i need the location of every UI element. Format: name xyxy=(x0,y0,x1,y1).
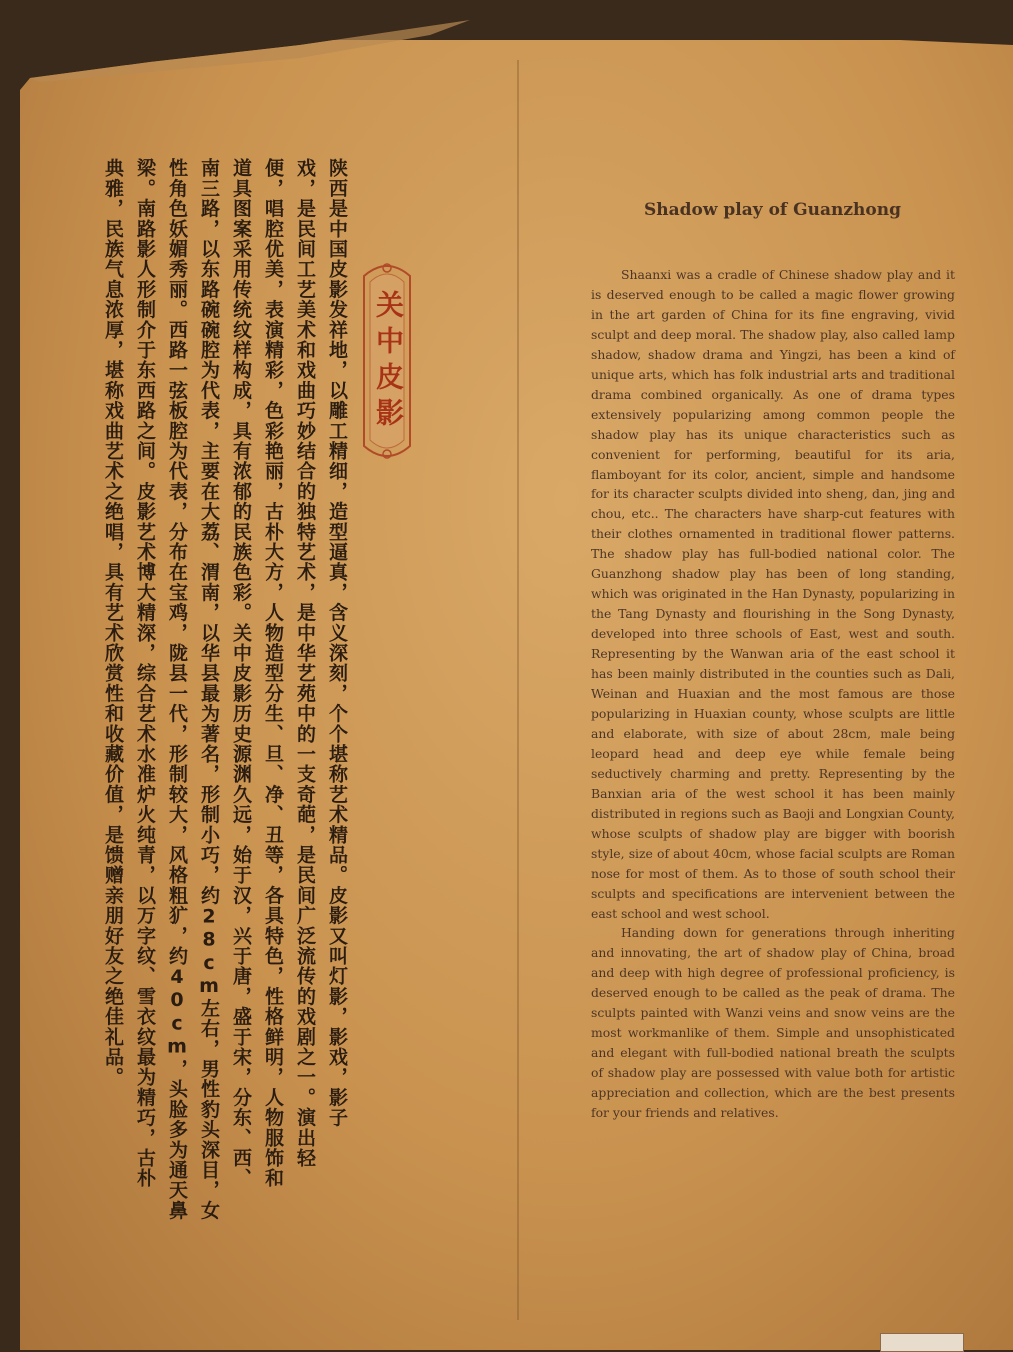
torn-top-edge xyxy=(0,0,1013,90)
english-paragraph-2: Handing down for generations through inheriting and innovating, the art of shadow play of China, broad and deep with high degree of professional proficiency, is deserved enough to be called as the peak of drama. The sculpts painted with Wanzi veins and snow veins are the most workmanlike of them. Simple and unsophisticated and elegant with full-bodied national breath the sculpts of shadow play are possessed with value both for artistic appreciation and collection, which are the best presents for your friends and relatives. xyxy=(591,925,955,1121)
english-paragraph-1: Shaanxi was a cradle of Chinese shadow play and it is deserved enough to be called a magic flower growing in the art garden of China for its fine engraving, vivid sculpt and deep moral. The shadow play, also called lamp shadow, shadow drama and Yingzi, has been a kind of unique arts, which has folk industrial arts and traditional drama combined organically. As one of drama types extensively popularizing among common people the shadow play has its unique characteristics such as convenient for performing, beautiful for its aria, flamboyant for its color, ancient, simple and handsome for its character sculpts divided into sheng, dan, jing and chou, etc.. The characters have sharp-cut features with their clothes ornamented in traditional flower patterns. The shadow play has full-bodied national color. The Guanzhong shadow play has been of long standing, which was originated in the Han Dynasty, popularizing in the Tang Dynasty and flourishing in the Song Dynasty, developed into three schools of East, west and south. Representing by the Wanwan aria of the east school it has been mainly distributed in the counties such as Dali, Weinan and Huaxian and the most famous are those popularizing in Huaxian county, whose sculpts are little and elaborate, with size of about 28cm, male being leopard head and deep eye while female being seductively charming and pretty. Representing by the Banxian aria of the west school it has been mainly distributed in regions such as Baoji and Longxian County, whose sculpts of shadow play are bigger with boorish style, size of about 40cm, whose facial sculpts are Roman nose for most of them. As to those of south school their sculpts and specifications are intervenient between the east school and west school. xyxy=(591,267,955,921)
english-title: Shadow play of Guanzhong xyxy=(643,200,901,220)
chinese-column-8: 典雅，民族气息浓厚，堪称戏曲艺术之绝唱，具有艺术欣赏性和收藏价值，是馈赠亲朋好友之绝佳礼品。 xyxy=(102,158,124,1088)
chinese-title: 关中皮影 xyxy=(372,290,405,434)
chinese-column-4: 道具图案采用传统纹样构成，具有浓郁的民族色彩。关中皮影历史源渊久远，始于汉，兴于唐，盛于宋，分东、西、 xyxy=(230,158,252,1189)
corner-label-tag xyxy=(880,1333,964,1352)
chinese-column-7: 梁。南路影人形制介于东西路之间。皮影艺术博大精深，综合艺术水准炉火纯青，以万字纹、雪衣纹最为精巧，古朴 xyxy=(134,158,156,1189)
chinese-column-2: 戏，是民间工艺美术和戏曲巧妙结合的独特艺术，是中华艺苑中的一支奇葩，是民间广泛流传的戏剧之一。演出轻 xyxy=(294,158,316,1168)
chinese-column-5: 南三路，以东路碗碗腔为代表，主要在大荔、渭南，以华县最为著名，形制小巧，约28cm左右，男性豹头深目，女 xyxy=(198,158,220,1221)
chinese-column-3: 便，唱腔优美，表演精彩，色彩艳丽，古朴大方，人物造型分生、旦、净、丑等，各具特色，性格鲜明，人物服饰和 xyxy=(262,158,284,1189)
center-fold xyxy=(517,60,519,1320)
chinese-column-1: 陕西是中国皮影发祥地，以雕工精细，造型逼真，含义深刻，个个堪称艺术精品。皮影又叫灯影，影戏，影子 xyxy=(326,158,348,1128)
chinese-column-6: 性角色妖媚秀丽。西路一弦板腔为代表，分布在宝鸡，陇县一代，形制较大，风格粗犷，约40cm，头脸多为通天鼻 xyxy=(166,158,188,1221)
english-body xyxy=(591,265,955,1123)
